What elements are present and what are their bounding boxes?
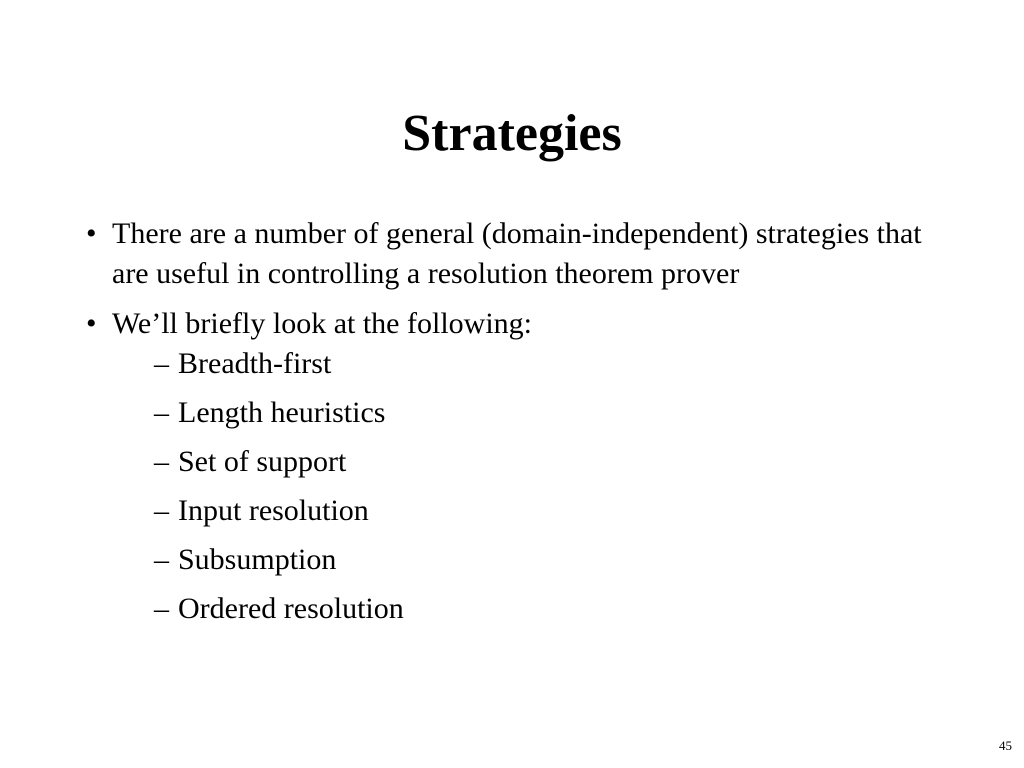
- page-number: 45: [999, 738, 1012, 753]
- sub-item: [154, 540, 956, 580]
- dash-marker: –: [154, 445, 169, 478]
- sub-list: [112, 344, 956, 629]
- sub-item: [154, 442, 956, 482]
- slide-title: Strategies: [402, 105, 622, 162]
- sub-item-text: Ordered resolution: [178, 592, 404, 625]
- sub-item-text: Length heuristics: [178, 396, 386, 429]
- sub-item-text: Subsumption: [178, 543, 337, 576]
- bullet-list: [86, 214, 956, 639]
- sub-item: [154, 344, 956, 384]
- dash-marker: –: [154, 543, 169, 576]
- dash-marker: –: [154, 396, 169, 429]
- sub-item: [154, 393, 956, 433]
- sub-item-text: Breadth-first: [178, 347, 332, 380]
- bullet-text: We’ll briefly look at the following:: [112, 307, 532, 340]
- dash-marker: –: [154, 592, 169, 625]
- dash-marker: –: [154, 494, 169, 527]
- sub-item: [154, 589, 956, 629]
- bullet-text: There are a number of general (domain-independent) strategies that are useful in controlling a resolution theorem prover: [112, 217, 922, 290]
- sub-item-text: Set of support: [178, 445, 347, 478]
- bullet-item: [86, 214, 956, 294]
- dash-marker: –: [154, 347, 169, 380]
- bullet-item: [86, 304, 956, 629]
- bullet-marker: •: [86, 217, 97, 250]
- sub-item-text: Input resolution: [178, 494, 369, 527]
- sub-item: [154, 491, 956, 531]
- bullet-marker: •: [86, 307, 97, 340]
